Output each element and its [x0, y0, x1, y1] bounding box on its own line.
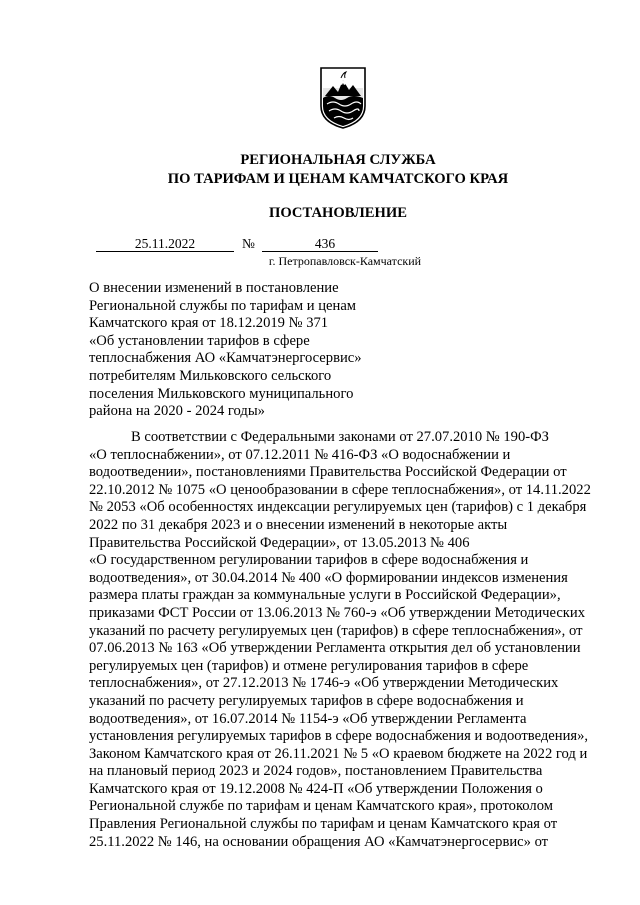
number-sign: №: [242, 236, 255, 251]
org-name-line2: ПО ТАРИФАМ И ЦЕНАМ КАМЧАТСКОГО КРАЯ: [167, 171, 509, 187]
body-line: Региональной службе по тарифам и ценам Камчатского края», протоколом: [89, 798, 553, 815]
body-line: 2022 по 31 декабря 2023 и о внесении изменений в некоторые акты: [89, 516, 508, 533]
body-line: регулируемых цен (тарифов) и отмене регулирования тарифов в сфере: [89, 657, 529, 674]
body-line: указаний по расчету регулируемых тарифов в сфере водоснабжения и: [89, 692, 524, 709]
body-line: «О государственном регулировании тарифов в сфере водоснабжения и: [89, 552, 529, 569]
document-type: ПОСТАНОВЛЕНИЕ: [269, 205, 407, 221]
subject-line: «Об установлении тарифов в сфере: [89, 332, 310, 349]
body-line: водоотведения», от 16.07.2014 № 1154-э «Об утверждении Регламента: [89, 710, 527, 727]
body-line: теплоснабжения», от 27.12.2013 № 1746-э «Об утверждении Методических: [89, 675, 559, 692]
subject-line: поселения Мильковского муниципального: [89, 385, 354, 402]
body-line: В соответствии с Федеральными законами от 27.07.2010 № 190-ФЗ: [131, 429, 549, 445]
org-name-line1: РЕГИОНАЛЬНАЯ СЛУЖБА: [240, 152, 436, 168]
document-date: 25.11.2022: [134, 236, 196, 251]
body-paragraph: [89, 429, 611, 851]
subject-line: О внесении изменений в постановление: [89, 280, 339, 296]
subject-line: Камчатского края от 18.12.2019 № 371: [89, 315, 329, 332]
body-line: Правления Региональной службы по тарифам и ценам Камчатского края от: [89, 816, 558, 833]
body-line: приказами ФСТ России от 13.06.2013 № 760-э «Об утверждении Методических: [89, 604, 585, 621]
date-number-line: [96, 236, 378, 252]
subject-line: Региональной службы по тарифам и ценам: [89, 297, 357, 314]
body-line: указаний по расчету регулируемых цен (тарифов) в сфере теплоснабжения», от: [89, 622, 583, 639]
subject-line: потребителям Мильковского сельского: [89, 367, 332, 384]
body-line: № 2053 «Об особенностях индексации регулируемых цен (тарифов) с 1 декабря: [89, 499, 587, 516]
body-line: 25.11.2022 № 146, на основании обращения АО «Камчатэнергосервис» от: [89, 833, 549, 850]
body-line: на плановый период 2023 и 2024 годов», постановлением Правительства: [89, 763, 543, 780]
subject-line: района на 2020 - 2024 годы»: [89, 403, 265, 420]
document-subject: [89, 280, 381, 421]
document-number: 436: [314, 236, 336, 251]
body-line: 22.10.2012 № 1075 «О ценообразовании в сфере теплоснабжения», от 14.11.2022: [89, 481, 591, 498]
subject-line: теплоснабжения АО «Камчатэнергосервис»: [89, 350, 362, 367]
body-line: 07.06.2013 № 163 «Об утверждении Регламента открытия дел об установлении: [89, 640, 581, 657]
body-line: Законом Камчатского края от 26.11.2021 № 5 «О краевом бюджете на 2022 год и: [89, 745, 588, 762]
body-line: размера платы граждан за коммунальные услуги в Российской Федерации»,: [89, 587, 561, 604]
body-line: водоотведения», от 30.04.2014 № 400 «О формировании индексов изменения: [89, 569, 568, 586]
body-line: Правительства Российской Федерации», от 13.05.2013 № 406: [89, 534, 470, 551]
body-line: водоотведении», постановлениями Правительства Российской Федерации от: [89, 464, 567, 481]
body-line: «О теплоснабжении», от 07.12.2011 № 416-ФЗ «О водоснабжении и: [89, 446, 511, 463]
body-line: установления регулируемых тарифов в сфере водоснабжения и водоотведения»,: [89, 728, 589, 745]
body-line: Камчатского края от 19.12.2008 № 424-П «Об утверждении Положения о: [89, 780, 543, 797]
place-of-issue: г. Петропавловск-Камчатский: [268, 254, 422, 268]
kamchatka-coat-of-arms-emblem: [319, 66, 367, 130]
